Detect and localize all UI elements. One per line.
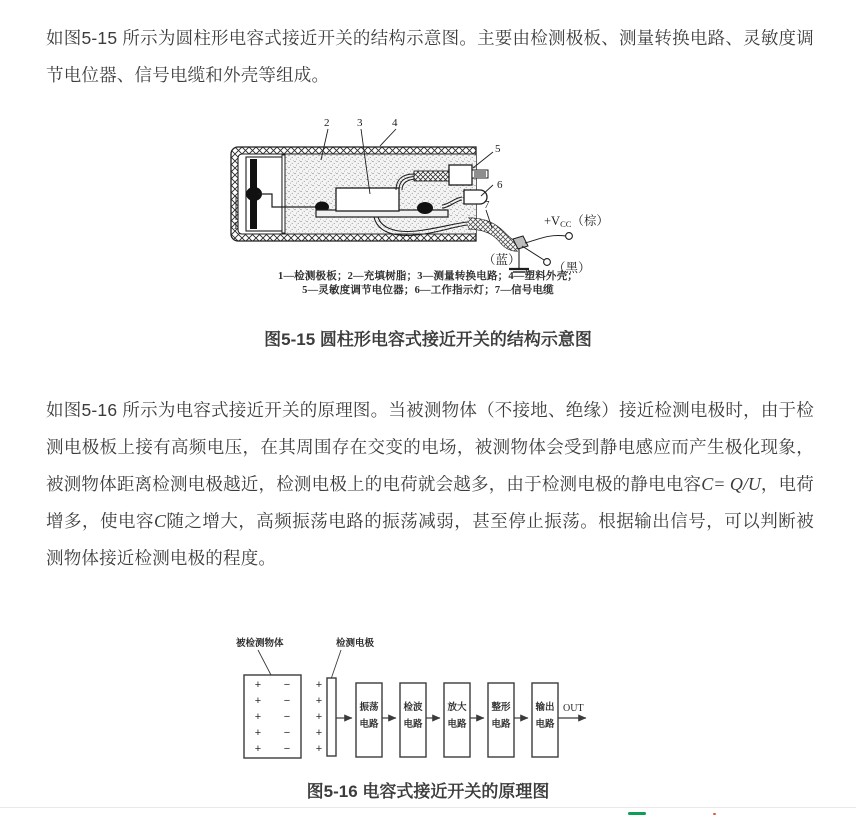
fig2-out-label: OUT — [563, 703, 584, 714]
svg-text:+: + — [315, 695, 323, 707]
paragraph2-part-b: ，电荷增多，使电容 — [46, 474, 814, 531]
fig2-block-4-line1: 整形 — [491, 702, 511, 713]
svg-text:+: + — [254, 727, 262, 739]
fig1-callout-1: 1 — [233, 220, 239, 232]
bottom-cutoff-strip — [0, 807, 856, 818]
bottom-red-indicator — [713, 813, 716, 815]
fig1-label-vcc: +VCC（棕） — [544, 214, 609, 229]
fig2-block-2 — [400, 683, 426, 757]
svg-text:−: − — [283, 743, 291, 755]
svg-text:+: + — [315, 711, 323, 723]
fig1-signal-cable — [468, 218, 528, 251]
paragraph2-part-a: 如图5-16 所示为电容式接近开关的原理图。当被测物体（不接地、绝缘）接近检测电极时，由于检测电极板上接有高频电压，在其周围存在交变的电场，被测物体会受到静电感应而产生极化现象，被测物体距离检测电极越近，检测电极上的电荷就会越多，由于检测电极的静电电容 — [46, 400, 814, 494]
figure-5-16-block-diagram — [214, 628, 614, 768]
svg-text:+: + — [315, 679, 323, 691]
fig1-label-black: （黑） — [553, 261, 591, 275]
svg-text:−: − — [283, 695, 291, 707]
figure-5-15-caption: 图5-15 圆柱形电容式接近开关的结构示意图 — [264, 330, 592, 349]
figure-5-15-legend-line-1: 1—检测极板；2—充填树脂；3—测量转换电路；4—塑料外壳； — [278, 271, 578, 282]
fig2-block-1-line1: 振荡 — [359, 702, 379, 713]
fig2-leader-object — [258, 650, 271, 675]
figure-5-15-legend — [0, 270, 856, 298]
fig1-callout-7: 7 — [484, 199, 490, 211]
svg-text:+: + — [315, 727, 323, 739]
formula-capacitance: C= Q/U — [701, 474, 761, 494]
svg-text:+: + — [315, 743, 323, 755]
fig1-label-blue: （蓝） — [483, 253, 521, 267]
fig1-callout-2: 2 — [324, 117, 330, 129]
fig2-block-3-line2: 电路 — [447, 719, 467, 730]
svg-text:+: + — [254, 743, 262, 755]
fig1-potentiometer — [449, 165, 488, 185]
fig2-block-5 — [532, 683, 558, 757]
fig2-block-2-line1: 检波 — [403, 702, 423, 713]
fig1-callout-3: 3 — [357, 117, 363, 129]
fig2-block-4-line2: 电路 — [491, 719, 511, 730]
svg-text:−: − — [283, 711, 291, 723]
svg-text:−: − — [283, 679, 291, 691]
fig2-block-3-line1: 放大 — [447, 702, 467, 713]
fig1-callout-6: 6 — [497, 179, 503, 191]
fig2-label-object: 被检测物体 — [236, 638, 284, 649]
fig2-block-3 — [444, 683, 470, 757]
paragraph-principle-figure-5-16 — [46, 392, 814, 577]
fig2-detection-electrode — [327, 678, 336, 756]
fig2-object-box — [244, 675, 301, 758]
fig2-block-5-line2: 电路 — [535, 719, 555, 730]
fig2-block-1-line2: 电路 — [359, 719, 379, 730]
svg-text:+: + — [254, 695, 262, 707]
figure-5-16-caption: 图5-16 电容式接近开关的原理图 — [306, 782, 550, 801]
fig2-label-electrode: 检测电极 — [336, 638, 375, 649]
fig2-leader-electrode — [330, 650, 341, 682]
fig2-electrode-charges — [316, 679, 322, 755]
figure-5-15-legend-line-2: 5—灵敏度调节电位器；6—工作指示灯；7—信号电缆 — [302, 285, 554, 296]
fig2-block-4 — [488, 683, 514, 757]
fig1-callout-4: 4 — [392, 117, 398, 129]
svg-text:−: − — [283, 727, 291, 739]
svg-text:+: + — [254, 711, 262, 723]
fig1-callout-5: 5 — [495, 143, 501, 155]
paragraph2-part-c: 随之增大，高频振荡电路的振荡减弱，甚至停止振荡。根据输出信号，可以判断被测物体接近检测电极的程度。 — [46, 511, 814, 568]
bottom-green-indicator — [628, 812, 646, 815]
formula-c-symbol: C — [154, 511, 167, 531]
paragraph-intro-figure-5-15: 如图5-15 所示为圆柱形电容式接近开关的结构示意图。主要由检测极板、测量转换电路、灵敏度调节电位器、信号电缆和外壳等组成。 — [46, 28, 814, 85]
fig2-block-1 — [356, 683, 382, 757]
fig2-block-5-line1: 输出 — [535, 702, 555, 713]
svg-text:+: + — [254, 679, 262, 691]
fig2-block-2-line2: 电路 — [403, 719, 423, 730]
